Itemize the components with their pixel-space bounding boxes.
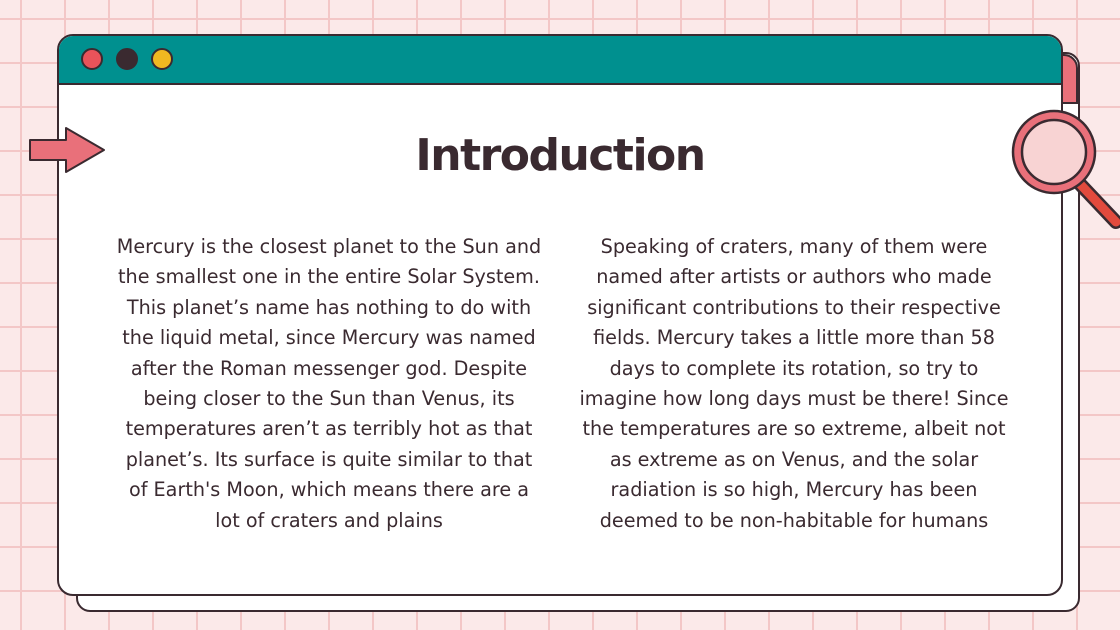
slide-title: Introduction — [415, 130, 705, 181]
right-paragraph: Speaking of craters, many of them were named after artists or authors who made significant contributions to their respective fields. Mercury takes a little more than 58 days to complete its rotation, so try to imagine how long days must be there! Since the temperatures are so extreme, albeit not as extreme as on Venus, and the solar radiation is so high, Mercury has been deemed to be non-habitable for humans — [579, 235, 1009, 532]
arrow-right-icon — [28, 126, 108, 176]
magnifier-icon — [1010, 106, 1120, 236]
slide-window — [57, 34, 1063, 596]
red-dot — [81, 48, 103, 70]
dark-dot — [116, 48, 138, 70]
yellow-dot — [151, 48, 173, 70]
left-paragraph: Mercury is the closest planet to the Sun and the smallest one in the entire Solar System. This planet’s name has nothing to do with the liquid metal, since Mercury was named after the Roman messenger god. Despite being closer to the Sun than Venus, its temperatures aren’t as terribly hot as that planet’s. Its surface is quite similar to that of Earth's Moon, which means there are a lot of craters and plains — [116, 235, 542, 532]
window-titlebar — [59, 36, 1061, 85]
